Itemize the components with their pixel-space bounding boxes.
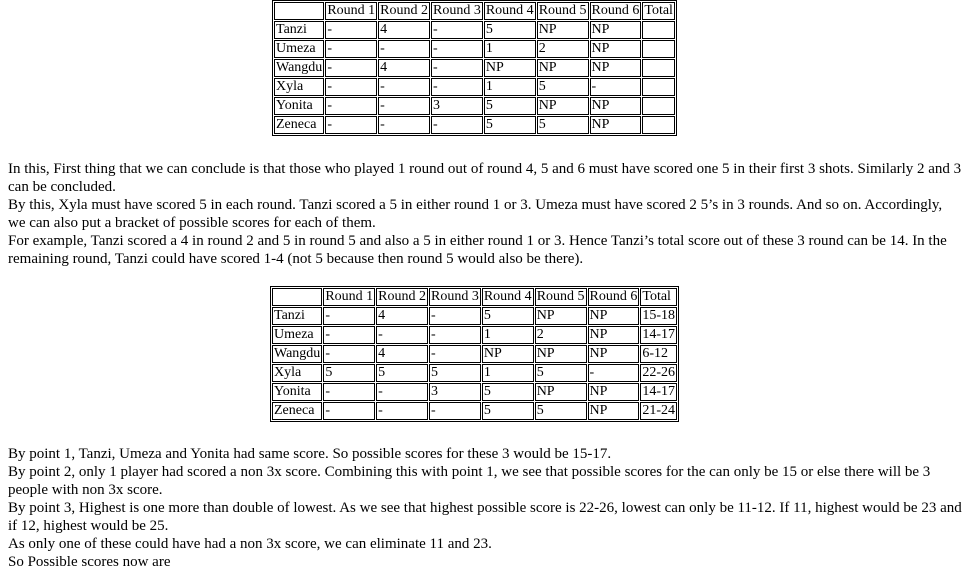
score-cell: -	[325, 78, 377, 96]
score-cell: 15-18	[642, 308, 676, 323]
column-header: Round 3	[433, 3, 481, 18]
column-header: Round 5	[538, 3, 587, 18]
score-cell: 5	[484, 21, 536, 39]
score-cell: NP	[590, 21, 642, 39]
score-cell: -	[323, 402, 375, 420]
score-cell: 5	[537, 116, 589, 134]
explanation-paragraph-2	[8, 445, 963, 571]
score-table-initial-body	[274, 2, 675, 134]
score-cell	[642, 59, 675, 77]
column-header: Round 5	[536, 289, 585, 304]
score-cell: -	[376, 326, 428, 344]
score-cell: -	[325, 116, 377, 134]
score-cell: NP	[588, 326, 640, 344]
score-cell: 5	[535, 364, 587, 382]
score-cell: 5	[376, 364, 428, 382]
score-cell: 5	[482, 307, 534, 325]
text-line: By point 2, only 1 player had scored a non 3x score. Combining this with point 1, we see that possible scores for the can only be 15 or else there will be 3 people with non 3x score.	[8, 464, 931, 498]
explanation-paragraph-1	[8, 160, 963, 268]
score-cell: NP	[482, 345, 534, 363]
score-cell: NP	[590, 97, 642, 115]
score-cell: -	[323, 345, 375, 363]
table-row	[272, 326, 677, 344]
table-header-row	[274, 2, 675, 20]
score-cell: 5	[484, 97, 536, 115]
table-row	[272, 402, 677, 420]
score-cell: 5	[484, 116, 536, 134]
player-name-cell: Xyla	[272, 364, 322, 382]
table-header-row	[272, 288, 677, 306]
score-cell: -	[431, 21, 483, 39]
score-table-with-totals	[270, 286, 679, 422]
text-line: By point 1, Tanzi, Umeza and Yonita had same score. So possible scores for these 3 would be 15-17.	[8, 446, 612, 462]
score-cell	[642, 116, 675, 134]
score-cell	[642, 78, 675, 96]
score-cell: NP	[537, 21, 589, 39]
score-cell: 4	[378, 21, 430, 39]
player-name-cell: Tanzi	[274, 21, 324, 39]
text-line: By point 3, Highest is one more than double of lowest. As we see that highest possible score is 22-26, lowest can only be 11-12. If 11, highest would be 23 and if 12, highest would be 25.	[8, 500, 962, 534]
player-name-cell: Xyla	[274, 78, 324, 96]
score-cell: -	[429, 326, 481, 344]
score-cell: NP	[537, 97, 589, 115]
table-row	[272, 383, 677, 401]
score-cell: 1	[482, 364, 534, 382]
score-cell: -	[325, 21, 377, 39]
score-cell: -	[431, 59, 483, 77]
table-row	[274, 40, 675, 58]
score-cell: 3	[431, 97, 483, 115]
score-cell: -	[323, 307, 375, 325]
column-header: Total	[644, 3, 673, 18]
score-cell	[642, 40, 675, 58]
text-line: So Possible scores now are	[8, 554, 171, 570]
score-cell: 22-26	[642, 365, 676, 380]
column-header: Round 6	[591, 3, 640, 18]
column-header: Round 1	[325, 289, 374, 304]
score-cell: -	[431, 40, 483, 58]
score-cell: NP	[590, 116, 642, 134]
score-cell: 1	[484, 78, 536, 96]
table-row	[272, 307, 677, 325]
score-cell: -	[429, 307, 481, 325]
score-cell: -	[378, 78, 430, 96]
score-cell: 3	[429, 383, 481, 401]
score-cell: -	[378, 97, 430, 115]
score-cell: -	[376, 383, 428, 401]
table-row	[274, 21, 675, 39]
score-cell: 5	[482, 402, 534, 420]
score-cell: NP	[537, 59, 589, 77]
score-cell: 4	[376, 307, 428, 325]
player-name-cell: Zeneca	[274, 116, 324, 134]
score-cell: -	[431, 78, 483, 96]
score-cell: 4	[376, 345, 428, 363]
score-cell	[642, 97, 675, 115]
score-cell: 1	[484, 40, 536, 58]
score-cell: NP	[535, 345, 587, 363]
column-header: Round 4	[485, 3, 534, 18]
column-header: Round 1	[327, 3, 376, 18]
score-cell: -	[325, 59, 377, 77]
player-name-cell: Wangdu	[274, 346, 321, 361]
column-header: Round 2	[380, 3, 428, 18]
score-cell: -	[429, 345, 481, 363]
score-cell: NP	[588, 383, 640, 401]
score-cell: -	[378, 116, 430, 134]
score-cell: 14-17	[642, 327, 676, 342]
player-name-cell: Umeza	[274, 40, 324, 58]
column-header	[274, 2, 324, 20]
score-cell: 21-24	[642, 403, 676, 418]
score-cell: -	[588, 364, 640, 382]
score-cell: -	[378, 40, 430, 58]
text-line: As only one of these could have had a non 3x score, we can eliminate 11 and 23.	[8, 536, 492, 552]
score-cell: 5	[323, 364, 375, 382]
score-cell: 5	[535, 402, 587, 420]
score-table-with-totals-body	[272, 288, 677, 420]
text-line: In this, First thing that we can conclude is that those who played 1 round out of round 4, 5 and 6 must have scored one 5 in their first 3 shots. Similarly 2 and 3 can be concluded.	[8, 161, 962, 195]
score-cell: -	[590, 78, 642, 96]
text-line: By this, Xyla must have scored 5 in each round. Tanzi scored a 5 in either round 1 or 3. Umeza must have scored 2 5’s in 3 rounds. And so on. Accordingly, we can also put a bracket of possible scores for each of them.	[8, 197, 943, 231]
score-cell: 5	[429, 364, 481, 382]
table-row	[274, 116, 675, 134]
player-name-cell: Zeneca	[272, 402, 322, 420]
table-row	[274, 59, 675, 77]
table-row	[272, 364, 677, 382]
table-row	[274, 78, 675, 96]
score-cell	[642, 21, 675, 39]
score-cell: NP	[588, 345, 640, 363]
score-cell: -	[323, 326, 375, 344]
score-cell: 5	[482, 383, 534, 401]
score-cell: NP	[588, 402, 640, 420]
player-name-cell: Wangdu	[276, 60, 323, 75]
text-line: For example, Tanzi scored a 4 in round 2 and 5 in round 5 and also a 5 in either round 1 or 3. Hence Tanzi’s total score out of these 3 round can be 14. In the remaining round, Tanzi could have scored 1-4 (not 5 because then round 5 would also be there).	[8, 233, 947, 267]
score-cell: -	[325, 97, 377, 115]
column-header: Round 3	[431, 289, 479, 304]
score-cell: 14-17	[642, 384, 676, 399]
player-name-cell: Umeza	[272, 326, 322, 344]
score-cell: 1	[482, 326, 534, 344]
score-cell: -	[431, 116, 483, 134]
score-cell: -	[376, 402, 428, 420]
score-cell: 6-12	[640, 345, 677, 363]
score-cell: -	[325, 40, 377, 58]
score-cell: 2	[537, 40, 589, 58]
player-name-cell: Yonita	[274, 97, 324, 115]
score-cell: NP	[484, 59, 536, 77]
score-cell: -	[429, 402, 481, 420]
table-row	[272, 345, 677, 363]
score-cell: 5	[537, 78, 589, 96]
score-cell: -	[323, 383, 375, 401]
score-cell: 4	[378, 59, 430, 77]
score-table-initial	[272, 0, 677, 136]
score-cell: NP	[535, 307, 587, 325]
table-row	[274, 97, 675, 115]
score-cell: NP	[590, 59, 642, 77]
column-header: Total	[640, 288, 677, 306]
score-cell: NP	[535, 383, 587, 401]
player-name-cell: Yonita	[272, 383, 322, 401]
column-header: Round 4	[483, 289, 532, 304]
score-cell: NP	[590, 40, 642, 58]
column-header: Round 6	[589, 289, 638, 304]
player-name-cell: Tanzi	[272, 307, 322, 325]
column-header: Round 2	[378, 289, 426, 304]
score-cell: 2	[535, 326, 587, 344]
score-cell: NP	[588, 307, 640, 325]
column-header	[272, 288, 322, 306]
